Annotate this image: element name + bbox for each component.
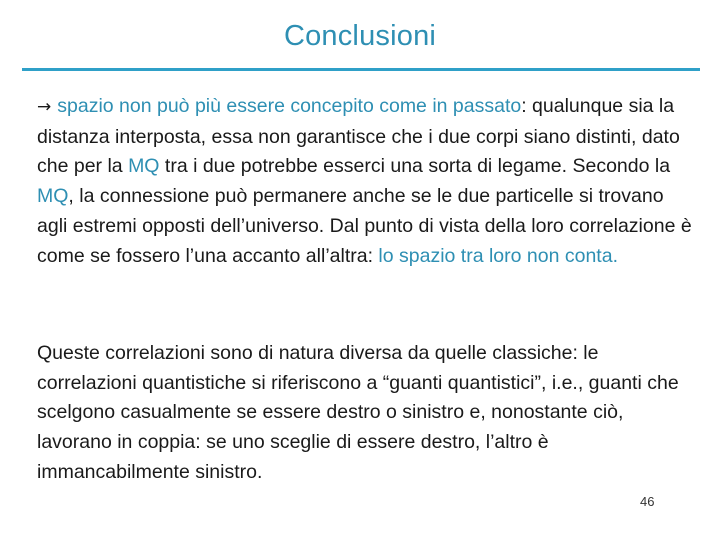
title-divider: [22, 68, 700, 71]
paragraph-text-a: qualunque sia la distanza interposta, essa non garantisce che i due corpi siano distinti, dato che per la: [37, 95, 680, 178]
mq-term: MQ: [128, 155, 160, 178]
paragraph-text-c: , la connessione può permanere anche se le due particelle si trovano agli estremi opposti dell’universo. Dal punto di vista della loro correlazione è come se fossero l’una accanto all’altra:: [37, 185, 692, 267]
paragraph-space-conclusion: [37, 92, 699, 271]
arrow-bullet-icon: →: [37, 97, 52, 117]
lead-colon: :: [521, 95, 527, 117]
page-number: 46: [640, 494, 655, 509]
lead-highlight: spazio non può più essere concepito come in passato: [57, 95, 522, 117]
slide-title: Conclusioni: [283, 20, 437, 52]
closing-highlight: lo spazio tra loro non conta.: [378, 244, 618, 267]
paragraph-text-b: tra i due potrebbe esserci una sorta di legame. Secondo la: [159, 155, 671, 178]
paragraph-quantum-gloves: Queste correlazioni sono di natura diversa da quelle classiche: le correlazioni quantistiche si riferiscono a “guanti quantistici”, i.e., guanti che scelgono casualmente se essere destro o sinistro e, nonostante ciò, lavorano in coppia: se uno sceglie di essere destro, l’altro è immancabilmente sinistro.: [37, 342, 679, 483]
mq-term: MQ: [37, 185, 69, 208]
